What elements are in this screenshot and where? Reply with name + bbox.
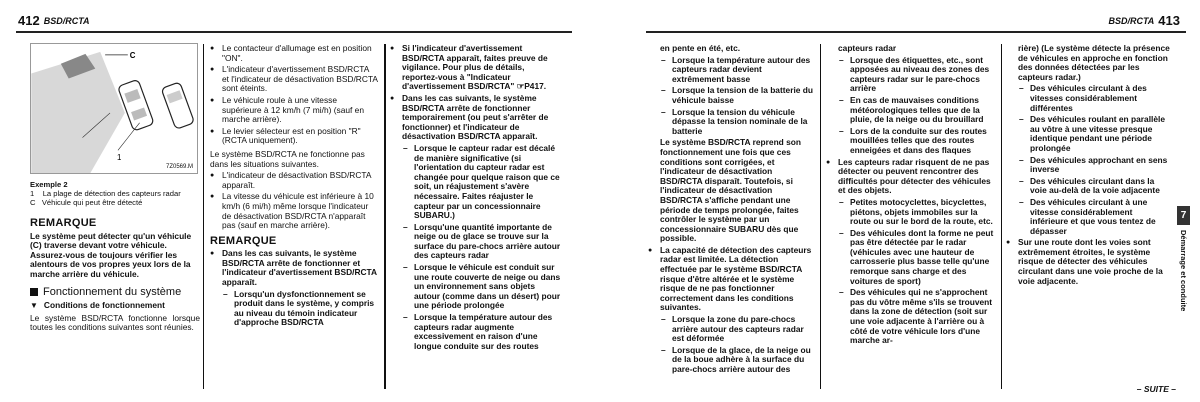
left-page-header bbox=[18, 6, 94, 28]
dash-item: – Lorsque le capteur radar est décalé de manière significative (si l'orientation du capteur radar est changée pour quelque raison que ce soit, un réajustement s'avère nécessaire. Faites réajuster le capteur par un concessionnaire SUBARU.) bbox=[402, 144, 562, 221]
left-header-title: BSD/RCTA bbox=[43, 16, 90, 26]
dash-item: – Lorsque la température autour des capteurs radar augmente excessivement en raison d'une longue conduite sur des routes bbox=[402, 313, 562, 351]
list-item: ● Le contacteur d'allumage est en position "ON". bbox=[210, 44, 378, 63]
dash-item: – Lorsque de la glace, de la neige ou de la boue adhère à la surface du pare-chocs arrière autour des bbox=[660, 346, 814, 375]
caption-title: Exemple 2 bbox=[30, 180, 68, 189]
right-header-rule bbox=[646, 31, 1186, 33]
list-item: ● Le levier sélecteur est en position "R" (RCTA uniquement). bbox=[210, 127, 378, 146]
dash-item: – Lorsque la tension de la batterie du véhicule baisse bbox=[660, 86, 814, 105]
chapter-side-label: Démarrage et conduite bbox=[1179, 230, 1188, 312]
figure-caption bbox=[30, 180, 200, 207]
dash-item: – Des véhicules circulant à une vitesse considérablement inférieure et que vous tentez de dépasser bbox=[1018, 198, 1172, 236]
paragraph: Le système BSD/RCTA reprend son fonctionnement une fois que ces conditions sont corrigées, et l'indicateur de désactivation BSD/RCTA disparaît. Toutefois, si l'indicateur de désactivation BSD/RCTA s'affiche pendant une période de temps prolongée, faites contrôler le système par un concessionnaire SUBARU dès que possible. bbox=[660, 137, 802, 244]
list-item: ● Sur une route dont les voies sont extrêmement étroites, le système risque de détecter des véhicules circulant dans une voie proche de la voie adjacente. bbox=[1006, 238, 1172, 286]
dash-item: – Des véhicules approchant en sens inverse bbox=[1018, 156, 1172, 175]
col-divider bbox=[820, 44, 821, 389]
remarque-heading: REMARQUE bbox=[210, 234, 277, 247]
right-page-header bbox=[1104, 6, 1180, 28]
list-item: ● La vitesse du véhicule est inférieure à 10 km/h (6 mi/h) même lorsque l'indicateur de désactivation BSD/RCTA n'apparaît pas (sauf en marche arrière). bbox=[210, 192, 378, 230]
caption-item bbox=[30, 198, 200, 207]
bsd-figure bbox=[30, 43, 198, 174]
figure-code: 7Z0569.M bbox=[165, 164, 193, 170]
dash-item: – Lorsque des étiquettes, etc., sont apposées au niveau des zones des capteurs radar sur le pare-chocs arrière bbox=[838, 56, 996, 94]
dash-item: – Lorsqu'une quantité importante de neige ou de glace se trouve sur la surface du pare-chocs arrière autour des capteurs radar bbox=[402, 223, 562, 261]
right-page-number: 413 bbox=[1158, 13, 1180, 28]
left-col1 bbox=[30, 213, 200, 335]
list-item: ● Les capteurs radar risquent de ne pas détecter ou peuvent rencontrer des difficultés pour détecter des véhicules et des objets. bbox=[826, 158, 996, 196]
right-col1 bbox=[648, 44, 814, 377]
paragraph: Le système BSD/RCTA ne fonctionne pas dans les situations suivantes. bbox=[210, 148, 365, 169]
caption-num: C bbox=[30, 198, 36, 207]
remarque-heading: REMARQUE bbox=[30, 217, 97, 229]
left-page-number: 412 bbox=[18, 13, 40, 28]
remarque-bar bbox=[384, 44, 386, 389]
dash-item: – En cas de mauvaises conditions météorologiques telles que de la pluie, de la neige ou du brouillard bbox=[838, 96, 996, 125]
left-col3 bbox=[390, 44, 562, 353]
dash-item: – Lorsque la zone du pare-chocs arrière autour des capteurs radar est déformée bbox=[660, 315, 814, 344]
list-item: ● L'indicateur d'avertissement BSD/RCTA et l'indicateur de désactivation BSD/RCTA sont éteints. bbox=[210, 65, 378, 94]
dash-item: – Lors de la conduite sur des routes mouillées telles que des routes enneigées et dans des flaques bbox=[838, 127, 996, 156]
continued-text: rière) (Le système détecte la présence de véhicules en approche en fonction des données détectées par les capteurs radar.) bbox=[1018, 43, 1170, 82]
list-item: ● L'indicateur de désactivation BSD/RCTA apparaît. bbox=[210, 171, 378, 190]
radar-detection-illustration bbox=[31, 44, 197, 173]
col-divider bbox=[1001, 44, 1002, 389]
continued-text: capteurs radar bbox=[838, 43, 897, 53]
list-item: ● Dans les cas suivants, le système BSD/RCTA arrête de fonctionner et l'indicateur d'avertissement BSD/RCTA apparaît. bbox=[210, 249, 378, 287]
chapter-tab: 7 bbox=[1177, 206, 1190, 225]
right-col3 bbox=[1006, 44, 1172, 288]
subsection-title: Conditions de fonctionnement bbox=[43, 300, 165, 311]
dash-item: – Des véhicules dont la forme ne peut pas être détectée par le radar (véhicules avec une hauteur de carrosserie plus basse telle qu'une remorque sans charge et des voitures de sport) bbox=[838, 229, 996, 287]
continued-text: en pente en été, etc. bbox=[660, 43, 741, 53]
dash-item: – Lorsque le véhicule est conduit sur une route couverte de neige ou dans un environnement sans objets autour (comme dans un désert) pour une période prolongée bbox=[402, 263, 562, 311]
left-header-rule bbox=[16, 31, 572, 33]
fig-label-c: C bbox=[129, 50, 136, 60]
col-divider bbox=[203, 44, 204, 389]
right-header-title: BSD/RCTA bbox=[1108, 16, 1155, 26]
dash-item: – Lorsqu'un dysfonctionnement se produit dans le système, y compris au niveau du témoin indicateur d'approche BSD/RCTA bbox=[222, 290, 378, 328]
triangle-down-icon: ▼ bbox=[30, 301, 38, 311]
section-intro: Le système BSD/RCTA fonctionne lorsque toutes les conditions suivantes sont réunies. bbox=[30, 312, 200, 333]
caption-item bbox=[30, 189, 200, 198]
fig-label-1: 1 bbox=[116, 153, 122, 163]
right-col2 bbox=[826, 44, 996, 348]
caption-text: La plage de détection des capteurs radar bbox=[42, 189, 181, 198]
left-col2 bbox=[210, 44, 378, 330]
subsection-heading bbox=[30, 301, 200, 311]
caption-num: 1 bbox=[30, 189, 35, 198]
caption-text: Véhicule qui peut être détecté bbox=[41, 198, 143, 207]
dash-item: – Lorsque la tension du véhicule dépasse la tension nominale de la batterie bbox=[660, 108, 814, 137]
section-title: Fonctionnement du système bbox=[43, 285, 182, 298]
dash-item: – Lorsque la température autour des capteurs radar devient extrêmement basse bbox=[660, 56, 814, 85]
dash-item: – Des véhicules circulant dans la voie au-delà de la voie adjacente bbox=[1018, 177, 1172, 196]
section-heading bbox=[30, 285, 200, 298]
square-bullet-icon bbox=[30, 288, 38, 296]
dash-item: – Des véhicules qui ne s'approchent pas du vôtre même s'ils se trouvent dans la zone de détection (soit sur une voie adjacente à l'arrière ou à côté de votre véhicule lors d'une marche ar- bbox=[838, 288, 996, 346]
dash-item: – Des véhicules circulant à des vitesses considérablement différentes bbox=[1018, 84, 1172, 113]
list-item: ● Dans les cas suivants, le système BSD/RCTA arrête de fonctionner temporairement (ou peut s'arrêter de fonctionner) et l'indicateur de désactivation BSD/RCTA apparaît. bbox=[390, 94, 562, 142]
dash-item: – Petites motocyclettes, bicyclettes, piétons, objets immobiles sur la route ou sur le bord de la route, etc. bbox=[838, 198, 996, 227]
list-item: ● Le véhicule roule à une vitesse supérieure à 12 km/h (7 mi/h) (sauf en marche arrière). bbox=[210, 96, 378, 125]
continued-footer: – SUITE – bbox=[1136, 384, 1176, 394]
dash-item: – Des véhicules roulant en parallèle au vôtre à une vitesse presque identique pendant une période prolongée bbox=[1018, 115, 1172, 153]
remarque-text: Le système peut détecter qu'un véhicule (C) traverse devant votre véhicule. Assurez-vous de toujours vérifier les alentours de vos propres yeux lors de la marche arrière du véhicule. bbox=[30, 230, 192, 279]
list-item: ● La capacité de détection des capteurs radar est limitée. La détection effectuée par le système BSD/RCTA risque d'être altérée et le système risque de ne pas fonctionner correctement dans les conditions suivantes. bbox=[648, 246, 814, 313]
list-item: ● Si l'indicateur d'avertissement BSD/RCTA apparaît, faites preuve de vigilance. Pour plus de détails, reportez-vous à "Indicateur d'avertissement BSD/RCTA" ☞P417. bbox=[390, 44, 562, 92]
